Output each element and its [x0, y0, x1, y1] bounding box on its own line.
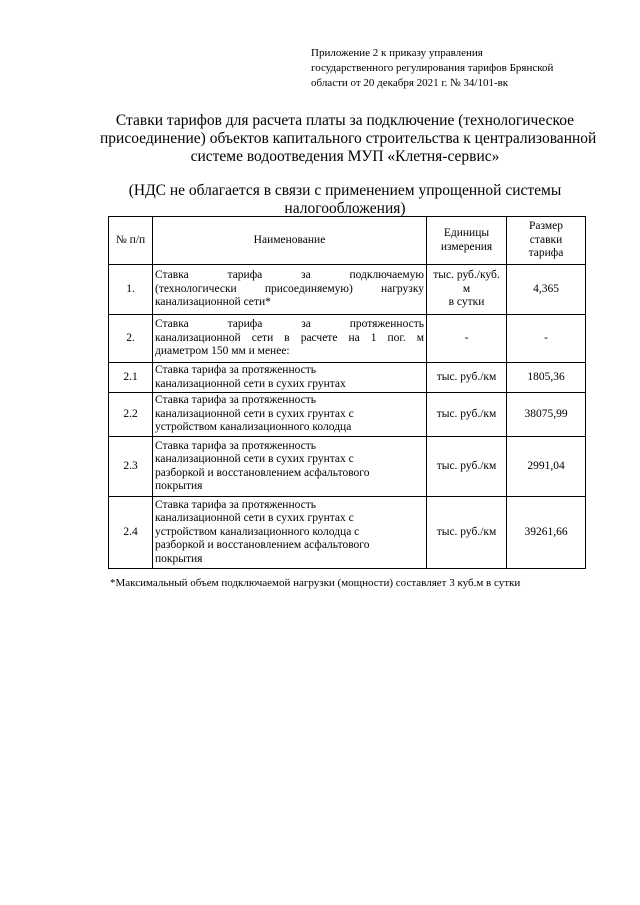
document-title [100, 112, 597, 166]
annex-line: Приложение 2 к приказу управления [311, 47, 483, 59]
row-value: - [507, 315, 586, 363]
row-unit: тыс. руб./км [427, 393, 507, 437]
table-row [109, 437, 586, 497]
header-num: № п/п [109, 217, 153, 265]
annex-line: области от 20 декабря 2021 г. № 34/101-вк [311, 77, 509, 89]
annex-line: государственного регулирования тарифов Брянской [311, 62, 554, 74]
row-value: 4,365 [507, 265, 586, 315]
row-name: Ставка тарифа за протяженность канализационной сети в сухих грунтах [153, 363, 427, 393]
row-unit: тыс. руб./куб. м в сутки [427, 265, 507, 315]
vat-line: налогообложения) [284, 200, 406, 217]
footnote: *Максимальный объем подключаемой нагрузки (мощности) составляет 3 куб.м в сутки [110, 577, 521, 589]
row-value: 2991,04 [507, 437, 586, 497]
table-row [109, 363, 586, 393]
row-name: Ставка тарифа за протяженность канализационной сети в сухих грунтах с устройством канализационного колодца [153, 393, 427, 437]
row-name: Ставка тарифа за протяженность канализационной сети в расчете на 1 пог. м диаметром 150 мм и менее: [153, 315, 427, 363]
table-row [109, 393, 586, 437]
header-unit: Единицы измерения [427, 217, 507, 265]
table-row [109, 265, 586, 315]
row-num: 1. [109, 265, 153, 315]
row-name: Ставка тарифа за подключаемую (технологически присоединяемую) нагрузку канализационной сети* [153, 265, 427, 315]
row-num: 2.1 [109, 363, 153, 393]
row-unit: - [427, 315, 507, 363]
title-line: системе водоотведения МУП «Клетня-сервис» [190, 148, 500, 165]
row-num: 2. [109, 315, 153, 363]
row-num: 2.2 [109, 393, 153, 437]
row-num: 2.3 [109, 437, 153, 497]
row-value: 1805,36 [507, 363, 586, 393]
row-name: Ставка тарифа за протяженность канализационной сети в сухих грунтах с устройством канализационного колодца с разборкой и восстановлением асфальтового покрытия [153, 497, 427, 569]
header-name: Наименование [153, 217, 427, 265]
title-line: присоединение) объектов капитального строительства к централизованной [100, 130, 597, 147]
row-name: Ставка тарифа за протяженность канализационной сети в сухих грунтах с разборкой и восстановлением асфальтового покрытия [153, 437, 427, 497]
row-unit: тыс. руб./км [427, 437, 507, 497]
row-value: 39261,66 [507, 497, 586, 569]
table-row [109, 497, 586, 569]
row-value: 38075,99 [507, 393, 586, 437]
vat-note [125, 182, 565, 218]
row-unit: тыс. руб./км [427, 363, 507, 393]
title-line: Ставки тарифов для расчета платы за подключение (технологическое [115, 112, 575, 129]
vat-line: (НДС не облагается в связи с применением упрощенной системы [128, 182, 562, 199]
row-num: 2.4 [109, 497, 153, 569]
row-unit: тыс. руб./км [427, 497, 507, 569]
header-size: Размер ставки тарифа [507, 217, 586, 265]
table-row [109, 315, 586, 363]
tariff-table [108, 216, 586, 569]
table-header-row [109, 217, 586, 265]
annex-header [311, 46, 611, 91]
